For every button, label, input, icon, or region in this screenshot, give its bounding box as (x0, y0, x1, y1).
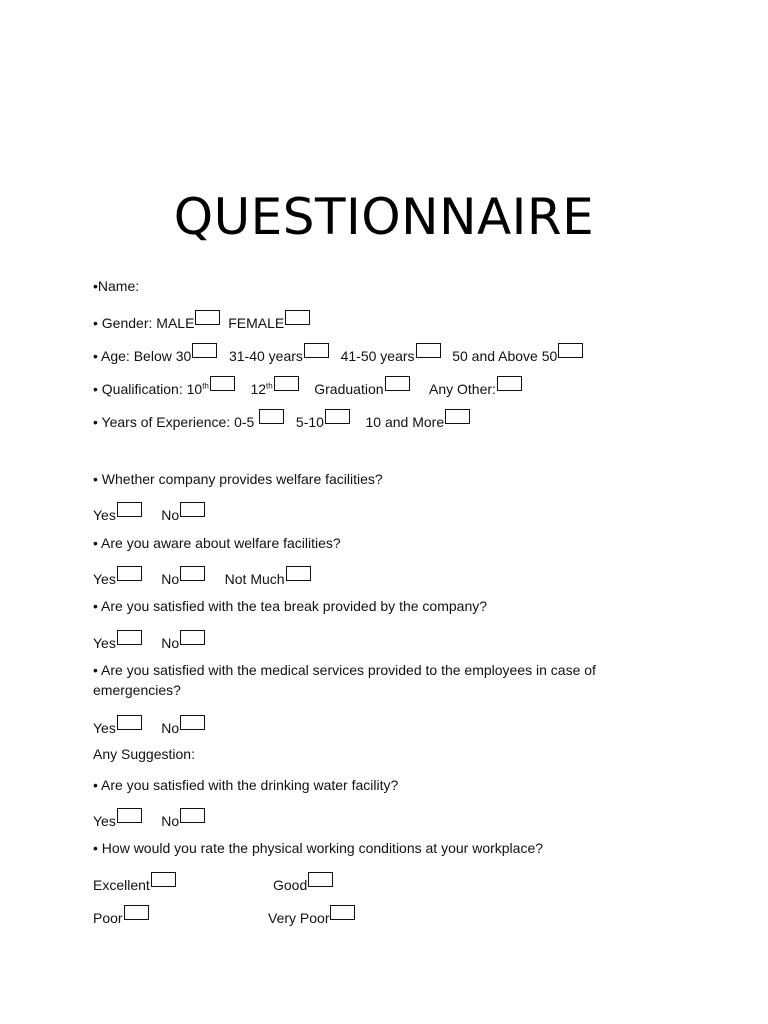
yes-label: Yes (93, 507, 116, 523)
age-41-50-checkbox[interactable] (416, 343, 441, 358)
question-tea-break: • Are you satisfied with the tea break provided by the company? (93, 598, 488, 614)
answers-welfare-provided (93, 502, 205, 524)
yes-label: Yes (93, 635, 116, 651)
gender-row (93, 310, 310, 332)
q6-very-poor-checkbox[interactable] (330, 905, 355, 920)
q6-excellent-checkbox[interactable] (151, 872, 176, 887)
poor-label: Poor (93, 910, 123, 926)
age-label: • Age: (93, 348, 130, 364)
excellent-label: Excellent (93, 877, 150, 893)
age-option-31-40: 31-40 years (228, 348, 303, 364)
qualification-any-other: Any Other: (428, 381, 496, 397)
experience-5-10: 5-10 (295, 414, 324, 430)
answers-medical-services (93, 715, 205, 737)
qualification-row (93, 376, 522, 398)
answers-good (273, 872, 333, 894)
q4-no-checkbox[interactable] (180, 715, 205, 730)
gender-male-checkbox[interactable] (195, 310, 220, 325)
age-31-40-checkbox[interactable] (304, 343, 329, 358)
yes-label: Yes (93, 813, 116, 829)
gender-female-checkbox[interactable] (285, 310, 310, 325)
q2-yes-checkbox[interactable] (117, 566, 142, 581)
question-medical-services: • Are you satisfied with the medical services provided to the employees in case of emergencies? (93, 662, 596, 698)
q6-poor-checkbox[interactable] (124, 905, 149, 920)
answers-tea-break (93, 630, 205, 652)
name-label: •Name: (93, 278, 140, 294)
age-row (93, 343, 583, 365)
experience-label: • Years of Experience: (93, 414, 231, 430)
very-poor-label: Very Poor (268, 910, 330, 926)
age-option-50-above: 50 and Above 50 (452, 348, 558, 364)
experience-0-5: 0-5 (234, 414, 255, 430)
age-option-41-50: 41-50 years (340, 348, 415, 364)
q5-no-checkbox[interactable] (180, 808, 205, 823)
no-label: No (161, 571, 180, 587)
q2-not-much-checkbox[interactable] (286, 566, 311, 581)
age-50-above-checkbox[interactable] (558, 343, 583, 358)
page-title: QUESTIONNAIRE (173, 188, 595, 246)
qualification-12th-checkbox[interactable] (274, 376, 299, 391)
no-label: No (161, 813, 180, 829)
age-below-30-checkbox[interactable] (192, 343, 217, 358)
gender-male-label: MALE (156, 315, 195, 331)
good-label: Good (273, 877, 308, 893)
answers-drinking-water (93, 808, 205, 830)
experience-0-5-checkbox[interactable] (259, 409, 284, 424)
q1-no-checkbox[interactable] (180, 502, 205, 517)
not-much-label: Not Much (224, 571, 285, 587)
answers-poor (93, 905, 149, 927)
qualification-12th: 12th (250, 381, 273, 397)
gender-female-label: FEMALE (228, 315, 285, 331)
q3-no-checkbox[interactable] (180, 630, 205, 645)
gender-label: • Gender: (93, 315, 153, 331)
q4-yes-checkbox[interactable] (117, 715, 142, 730)
yes-label: Yes (93, 571, 116, 587)
name-row (93, 277, 139, 295)
experience-10-more-checkbox[interactable] (445, 409, 470, 424)
no-label: No (161, 507, 180, 523)
yes-label: Yes (93, 720, 116, 736)
qualification-any-other-checkbox[interactable] (497, 376, 522, 391)
suggestion-label: Any Suggestion: (93, 746, 195, 762)
experience-10-more: 10 and More (365, 414, 445, 430)
no-label: No (161, 635, 180, 651)
question-working-conditions: • How would you rate the physical working conditions at your workplace? (93, 840, 544, 856)
answers-welfare-aware (93, 566, 311, 588)
answers-excellent (93, 872, 176, 894)
question-drinking-water: • Are you satisfied with the drinking water facility? (93, 777, 399, 793)
q6-good-checkbox[interactable] (308, 872, 333, 887)
no-label: No (161, 720, 180, 736)
q3-yes-checkbox[interactable] (117, 630, 142, 645)
qualification-graduation: Graduation (314, 381, 384, 397)
q5-yes-checkbox[interactable] (117, 808, 142, 823)
experience-row (93, 409, 470, 431)
q1-yes-checkbox[interactable] (117, 502, 142, 517)
experience-5-10-checkbox[interactable] (325, 409, 350, 424)
qualification-10th: 10th (186, 381, 209, 397)
qualification-10th-checkbox[interactable] (210, 376, 235, 391)
q2-no-checkbox[interactable] (180, 566, 205, 581)
question-welfare-provided: • Whether company provides welfare facilities? (93, 471, 383, 487)
age-option-below-30: Below 30 (133, 348, 192, 364)
question-welfare-aware: • Are you aware about welfare facilities? (93, 535, 341, 551)
qualification-label: • Qualification: (93, 381, 183, 397)
answers-very-poor (268, 905, 355, 927)
qualification-graduation-checkbox[interactable] (385, 376, 410, 391)
